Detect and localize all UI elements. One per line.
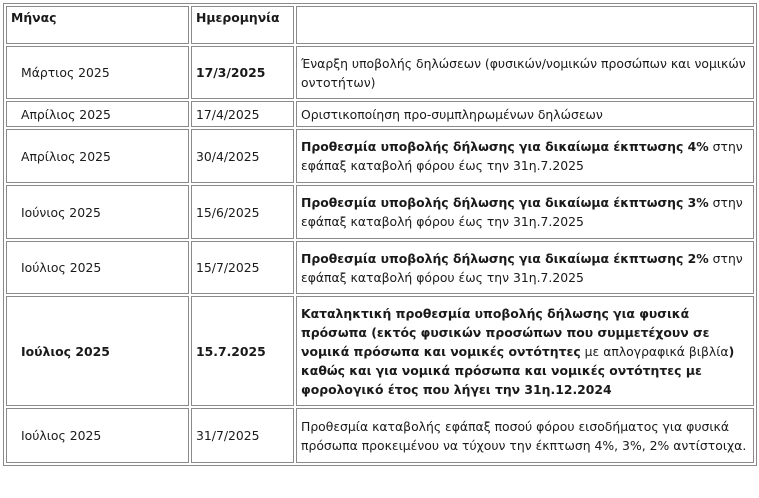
description-text: με απλογραφικά βιβλία	[580, 343, 729, 359]
description-bold: Προθεσμία υποβολής δήλωσης για δικαίωμα έκπτωσης 2%	[301, 250, 709, 266]
description-bold: Καταληκτική προθεσμία υποβολής δήλωσης για φυσικά πρόσωπα (εκτός φυσικών προσώπων που συμμετέχουν σε νομικά πρόσωπα και νομικές οντότητες	[301, 305, 710, 359]
row-month: Ιούνιος 2025	[6, 185, 189, 239]
row-month: Ιούλιος 2025	[6, 408, 189, 463]
row-date: 17/3/2025	[191, 46, 294, 99]
row-month: Απρίλιος 2025	[6, 101, 189, 127]
row-date: 31/7/2025	[191, 408, 294, 463]
table-row	[6, 296, 754, 406]
table-row	[6, 129, 754, 183]
table-row	[6, 408, 754, 463]
row-description: Οριστικοποίηση προ-συμπληρωμένων δηλώσεων	[296, 101, 754, 127]
row-date: 15/6/2025	[191, 185, 294, 239]
row-date: 30/4/2025	[191, 129, 294, 183]
header-date: Ημερομηνία	[191, 6, 294, 44]
row-date: 15.7.2025	[191, 296, 294, 406]
row-description	[296, 296, 754, 406]
row-description	[296, 129, 754, 183]
deadlines-table-container	[3, 3, 757, 466]
description-text: στην εφάπαξ καταβολή φόρου έως την 31η.7.2025	[301, 139, 743, 173]
table-row	[6, 241, 754, 294]
table-row	[6, 101, 754, 127]
table-row	[6, 185, 754, 239]
description-bold: Προθεσμία υποβολής δήλωσης για δικαίωμα έκπτωσης 4%	[301, 139, 709, 154]
row-date: 17/4/2025	[191, 101, 294, 127]
row-description	[296, 185, 754, 239]
description-bold-continued: ) καθώς και για νομικά πρόσωπα και νομικές οντότητες με φορολογικό έτος που λήγει την 31η.12.2024	[301, 343, 735, 397]
description-text: στην εφάπαξ καταβολή φόρου έως την 31η.7.2025	[301, 195, 743, 229]
tax-deadlines-table	[3, 3, 757, 466]
description-bold: Προθεσμία υποβολής δήλωσης για δικαίωμα έκπτωσης 3%	[301, 195, 709, 210]
row-month: Μάρτιος 2025	[6, 46, 189, 99]
table-row	[6, 46, 754, 99]
row-month: Ιούλιος 2025	[6, 296, 189, 406]
table-header-row	[6, 6, 754, 44]
header-month: Μήνας	[6, 6, 189, 44]
description-text: στην εφάπαξ καταβολή φόρου έως την 31η.7.2025	[301, 250, 743, 285]
row-description: Προθεσμία καταβολής εφάπαξ ποσού φόρου εισοδήματος για φυσικά πρόσωπα προκειμένου να τύχουν την έκπτωση 4%, 3%, 2% αντίστοιχα.	[296, 408, 754, 463]
row-month: Ιούλιος 2025	[6, 241, 189, 294]
row-date: 15/7/2025	[191, 241, 294, 294]
row-description: Έναρξη υποβολής δηλώσεων (φυσικών/νομικών προσώπων και νομικών οντοτήτων)	[296, 46, 754, 99]
row-description	[296, 241, 754, 294]
row-month: Απρίλιος 2025	[6, 129, 189, 183]
header-description	[296, 6, 754, 44]
